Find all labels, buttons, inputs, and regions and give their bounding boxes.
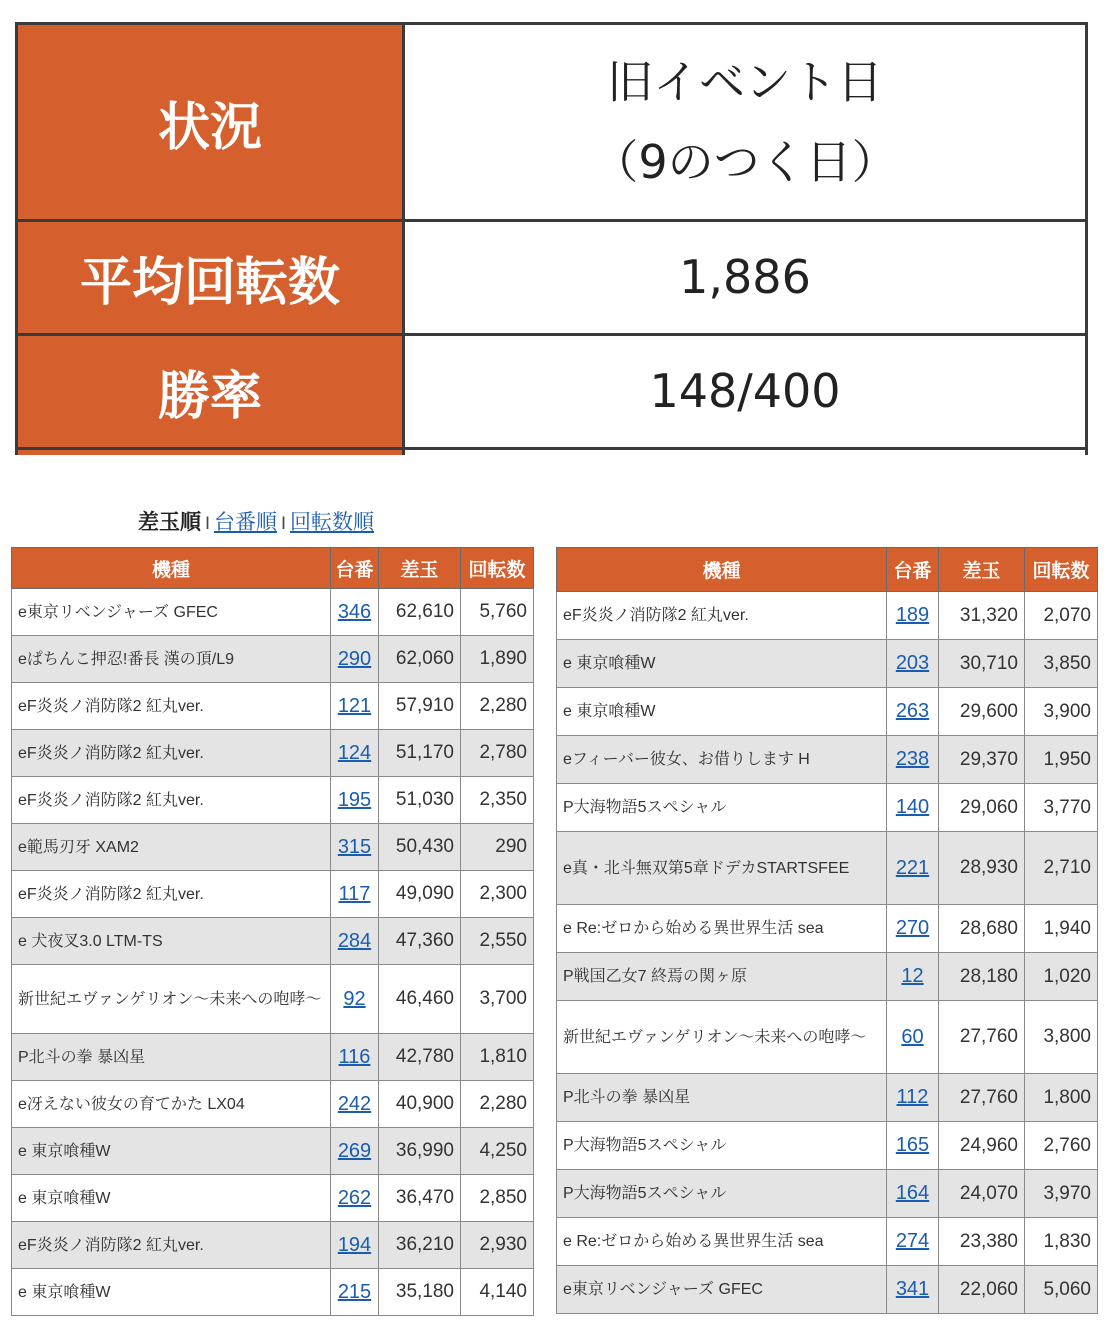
- header-spins: 回転数: [461, 548, 534, 589]
- spins-value: 2,280: [461, 683, 534, 730]
- diff-value: 28,680: [939, 905, 1025, 953]
- diff-value: 30,710: [939, 640, 1025, 688]
- table-row: [12, 730, 534, 777]
- header-number: 台番: [331, 548, 379, 589]
- diff-value: 51,030: [379, 777, 461, 824]
- table-row: [557, 1170, 1098, 1218]
- machine-name: e Re:ゼロから始める異世界生活 sea: [557, 905, 887, 953]
- diff-value: 24,960: [939, 1122, 1025, 1170]
- machine-name: P北斗の拳 暴凶星: [557, 1074, 887, 1122]
- machine-number-link[interactable]: 274: [895, 1230, 930, 1252]
- header-spins: 回転数: [1025, 548, 1098, 592]
- machine-number-cell: [331, 636, 379, 683]
- machine-number-cell: [887, 592, 939, 640]
- machine-number-link[interactable]: 189: [895, 604, 930, 626]
- status-value-text: 旧イベント日 （9のつく日）: [592, 54, 898, 189]
- summary-row-winrate: [18, 336, 1085, 450]
- spins-value: 2,070: [1025, 592, 1098, 640]
- summary-row-cutoff: [18, 450, 1085, 455]
- table-row: [12, 1081, 534, 1128]
- machine-number-cell: [331, 1128, 379, 1175]
- spins-value: 4,140: [461, 1269, 534, 1316]
- machine-number-link[interactable]: 221: [895, 856, 930, 879]
- machine-number-link[interactable]: 165: [895, 1134, 930, 1156]
- ranking-table-right: [556, 547, 1098, 1314]
- machine-number-cell: [887, 1122, 939, 1170]
- machine-number-link[interactable]: 124: [337, 741, 372, 764]
- diff-value: 49,090: [379, 871, 461, 918]
- machine-name: e 犬夜叉3.0 LTM-TS: [12, 918, 331, 965]
- spins-value: 1,810: [461, 1034, 534, 1081]
- table-row: [12, 1034, 534, 1081]
- machine-name: e東京リベンジャーズ GFEC: [557, 1266, 887, 1314]
- table-row: [557, 953, 1098, 1001]
- machine-number-link[interactable]: 92: [343, 987, 366, 1010]
- diff-value: 27,760: [939, 1001, 1025, 1074]
- machine-number-link[interactable]: 284: [337, 929, 372, 952]
- table-row: [557, 1218, 1098, 1266]
- machine-name: P戦国乙女7 終焉の関ヶ原: [557, 953, 887, 1001]
- diff-value: 27,760: [939, 1074, 1025, 1122]
- machine-name: eF炎炎ノ消防隊2 紅丸ver.: [12, 1222, 331, 1269]
- machine-number-link[interactable]: 140: [895, 796, 930, 818]
- machine-number-link[interactable]: 121: [337, 694, 372, 717]
- machine-name: e真・北斗無双第5章ドデカSTARTSFEE: [557, 832, 887, 905]
- machine-number-link[interactable]: 195: [337, 788, 372, 811]
- table-row: [12, 1128, 534, 1175]
- table-header-row: [557, 548, 1098, 592]
- machine-name: P大海物語5スペシャル: [557, 784, 887, 832]
- diff-value: 29,370: [939, 736, 1025, 784]
- diff-value: 24,070: [939, 1170, 1025, 1218]
- header-machine: 機種: [557, 548, 887, 592]
- diff-value: 36,470: [379, 1175, 461, 1222]
- machine-number-cell: [331, 1081, 379, 1128]
- spins-value: 2,710: [1025, 832, 1098, 905]
- machine-number-link[interactable]: 270: [895, 917, 930, 939]
- header-machine: 機種: [12, 548, 331, 589]
- summary-table: [15, 22, 1088, 455]
- machine-number-cell: [887, 1074, 939, 1122]
- machine-number-link[interactable]: 238: [895, 748, 930, 770]
- diff-value: 35,180: [379, 1269, 461, 1316]
- table-row: [12, 1175, 534, 1222]
- table-row: [12, 824, 534, 871]
- table-row: [557, 592, 1098, 640]
- sort-by-diff-current: 差玉順: [138, 510, 201, 534]
- machine-number-cell: [887, 832, 939, 905]
- diff-value: 51,170: [379, 730, 461, 777]
- diff-value: 36,210: [379, 1222, 461, 1269]
- sort-separator: I: [281, 514, 287, 534]
- diff-value: 22,060: [939, 1266, 1025, 1314]
- machine-number-cell: [331, 824, 379, 871]
- machine-name: eぱちんこ押忍!番長 漢の頂/L9: [12, 636, 331, 683]
- spins-value: 1,830: [1025, 1218, 1098, 1266]
- header-diff: 差玉: [939, 548, 1025, 592]
- status-label: 状況: [18, 25, 405, 219]
- table-row: [12, 777, 534, 824]
- table-row: [12, 589, 534, 636]
- machine-number-link[interactable]: 315: [337, 835, 372, 858]
- machine-number-link[interactable]: 346: [337, 600, 372, 623]
- table-row: [557, 1122, 1098, 1170]
- spins-value: 3,850: [1025, 640, 1098, 688]
- machine-number-link[interactable]: 60: [901, 1025, 924, 1048]
- machine-number-link[interactable]: 203: [895, 652, 930, 674]
- machine-name: P北斗の拳 暴凶星: [12, 1034, 331, 1081]
- spins-value: 2,930: [461, 1222, 534, 1269]
- machine-number-cell: [331, 871, 379, 918]
- spins-value: 4,250: [461, 1128, 534, 1175]
- diff-value: 29,600: [939, 688, 1025, 736]
- spins-value: 3,970: [1025, 1170, 1098, 1218]
- machine-number-cell: [331, 1222, 379, 1269]
- table-header-row: [12, 548, 534, 589]
- diff-value: 23,380: [939, 1218, 1025, 1266]
- spins-value: 2,780: [461, 730, 534, 777]
- machine-name: e 東京喰種W: [12, 1128, 331, 1175]
- avg-spins-label: 平均回転数: [18, 222, 405, 333]
- machine-number-cell: [887, 640, 939, 688]
- summary-row-avg-spins: [18, 222, 1085, 336]
- spins-value: 1,940: [1025, 905, 1098, 953]
- table-row: [557, 784, 1098, 832]
- machine-name: e 東京喰種W: [12, 1175, 331, 1222]
- machine-number-cell: [331, 965, 379, 1034]
- diff-value: 62,060: [379, 636, 461, 683]
- machine-number-link[interactable]: 12: [901, 965, 924, 987]
- table-row: [557, 688, 1098, 736]
- sort-by-number-link[interactable]: 台番順: [214, 510, 278, 534]
- machine-number-cell: [887, 1218, 939, 1266]
- spins-value: 2,850: [461, 1175, 534, 1222]
- machine-number-link[interactable]: 290: [337, 647, 372, 670]
- table-row: [557, 1074, 1098, 1122]
- header-number: 台番: [887, 548, 939, 592]
- diff-value: 36,990: [379, 1128, 461, 1175]
- machine-name: eフィーバー彼女、お借りします H: [557, 736, 887, 784]
- machine-number-cell: [887, 688, 939, 736]
- sort-bar: [138, 506, 374, 536]
- sort-separator: I: [205, 514, 211, 534]
- spins-value: 3,900: [1025, 688, 1098, 736]
- machine-number-cell: [331, 1034, 379, 1081]
- spins-value: 2,280: [461, 1081, 534, 1128]
- summary-row-status: [18, 25, 1085, 222]
- machine-name: eF炎炎ノ消防隊2 紅丸ver.: [12, 730, 331, 777]
- machine-number-cell: [887, 953, 939, 1001]
- table-row: [557, 1001, 1098, 1074]
- table-row: [557, 832, 1098, 905]
- machine-name: P大海物語5スペシャル: [557, 1122, 887, 1170]
- machine-name: eF炎炎ノ消防隊2 紅丸ver.: [557, 592, 887, 640]
- table-row: [557, 736, 1098, 784]
- machine-name: 新世紀エヴァンゲリオン～未来への咆哮～: [557, 1001, 887, 1074]
- machine-number-cell: [887, 1266, 939, 1314]
- table-row: [12, 965, 534, 1034]
- machine-number-cell: [887, 1170, 939, 1218]
- diff-value: 29,060: [939, 784, 1025, 832]
- machine-number-cell: [887, 905, 939, 953]
- table-row: [557, 905, 1098, 953]
- diff-value: 47,360: [379, 918, 461, 965]
- machine-name: e Re:ゼロから始める異世界生活 sea: [557, 1218, 887, 1266]
- machine-name: e冴えない彼女の育てかた LX04: [12, 1081, 331, 1128]
- spins-value: 3,770: [1025, 784, 1098, 832]
- winrate-value: 148/400: [649, 364, 841, 419]
- machine-name: eF炎炎ノ消防隊2 紅丸ver.: [12, 777, 331, 824]
- winrate-label: 勝率: [18, 336, 405, 447]
- machine-name: 新世紀エヴァンゲリオン～未来への咆哮～: [12, 965, 331, 1034]
- machine-number-link[interactable]: 116: [338, 1045, 371, 1068]
- table-row: [12, 871, 534, 918]
- diff-value: 42,780: [379, 1034, 461, 1081]
- spins-value: 1,020: [1025, 953, 1098, 1001]
- cutoff-value-cell: [405, 450, 1085, 455]
- machine-name: e 東京喰種W: [557, 688, 887, 736]
- spins-value: 5,060: [1025, 1266, 1098, 1314]
- machine-number-link[interactable]: 269: [337, 1139, 372, 1162]
- table-row: [557, 1266, 1098, 1314]
- machine-number-link[interactable]: 215: [337, 1280, 372, 1303]
- machine-number-link[interactable]: 112: [896, 1086, 929, 1108]
- machine-number-cell: [331, 730, 379, 777]
- machine-number-link[interactable]: 117: [338, 882, 371, 905]
- diff-value: 28,180: [939, 953, 1025, 1001]
- diff-value: 46,460: [379, 965, 461, 1034]
- machine-name: eF炎炎ノ消防隊2 紅丸ver.: [12, 871, 331, 918]
- machine-name: e 東京喰種W: [557, 640, 887, 688]
- table-row: [12, 1269, 534, 1316]
- spins-value: 5,760: [461, 589, 534, 636]
- spins-value: 2,550: [461, 918, 534, 965]
- cutoff-label-cell: [18, 450, 405, 455]
- spins-value: 2,300: [461, 871, 534, 918]
- machine-number-link[interactable]: 242: [337, 1092, 372, 1115]
- spins-value: 1,890: [461, 636, 534, 683]
- machine-number-cell: [331, 683, 379, 730]
- status-value: [405, 25, 1085, 219]
- avg-spins-value: 1,886: [679, 250, 811, 305]
- machine-number-cell: [887, 784, 939, 832]
- machine-number-link[interactable]: 164: [895, 1182, 930, 1204]
- machine-number-link[interactable]: 194: [337, 1233, 372, 1256]
- machine-number-link[interactable]: 341: [895, 1278, 930, 1300]
- spins-value: 2,760: [1025, 1122, 1098, 1170]
- machine-name: e 東京喰種W: [12, 1269, 331, 1316]
- spins-value: 3,800: [1025, 1001, 1098, 1074]
- spins-value: 1,800: [1025, 1074, 1098, 1122]
- sort-by-spins-link[interactable]: 回転数順: [290, 510, 375, 534]
- diff-value: 57,910: [379, 683, 461, 730]
- machine-number-link[interactable]: 262: [337, 1186, 372, 1209]
- diff-value: 31,320: [939, 592, 1025, 640]
- spins-value: 3,700: [461, 965, 534, 1034]
- machine-name: eF炎炎ノ消防隊2 紅丸ver.: [12, 683, 331, 730]
- machine-number-cell: [331, 1269, 379, 1316]
- spins-value: 1,950: [1025, 736, 1098, 784]
- machine-number-cell: [331, 589, 379, 636]
- machine-number-cell: [331, 918, 379, 965]
- machine-number-cell: [887, 1001, 939, 1074]
- diff-value: 28,930: [939, 832, 1025, 905]
- machine-name: P大海物語5スペシャル: [557, 1170, 887, 1218]
- table-row: [12, 1222, 534, 1269]
- ranking-table-left: [11, 547, 534, 1316]
- spins-value: 290: [461, 824, 534, 871]
- spins-value: 2,350: [461, 777, 534, 824]
- machine-number-cell: [331, 1175, 379, 1222]
- diff-value: 62,610: [379, 589, 461, 636]
- diff-value: 50,430: [379, 824, 461, 871]
- header-diff: 差玉: [379, 548, 461, 589]
- diff-value: 40,900: [379, 1081, 461, 1128]
- table-row: [557, 640, 1098, 688]
- machine-number-cell: [887, 736, 939, 784]
- machine-name: e範馬刃牙 XAM2: [12, 824, 331, 871]
- table-row: [12, 636, 534, 683]
- machine-name: e東京リベンジャーズ GFEC: [12, 589, 331, 636]
- table-row: [12, 918, 534, 965]
- machine-number-link[interactable]: 263: [895, 700, 930, 722]
- table-row: [12, 683, 534, 730]
- machine-number-cell: [331, 777, 379, 824]
